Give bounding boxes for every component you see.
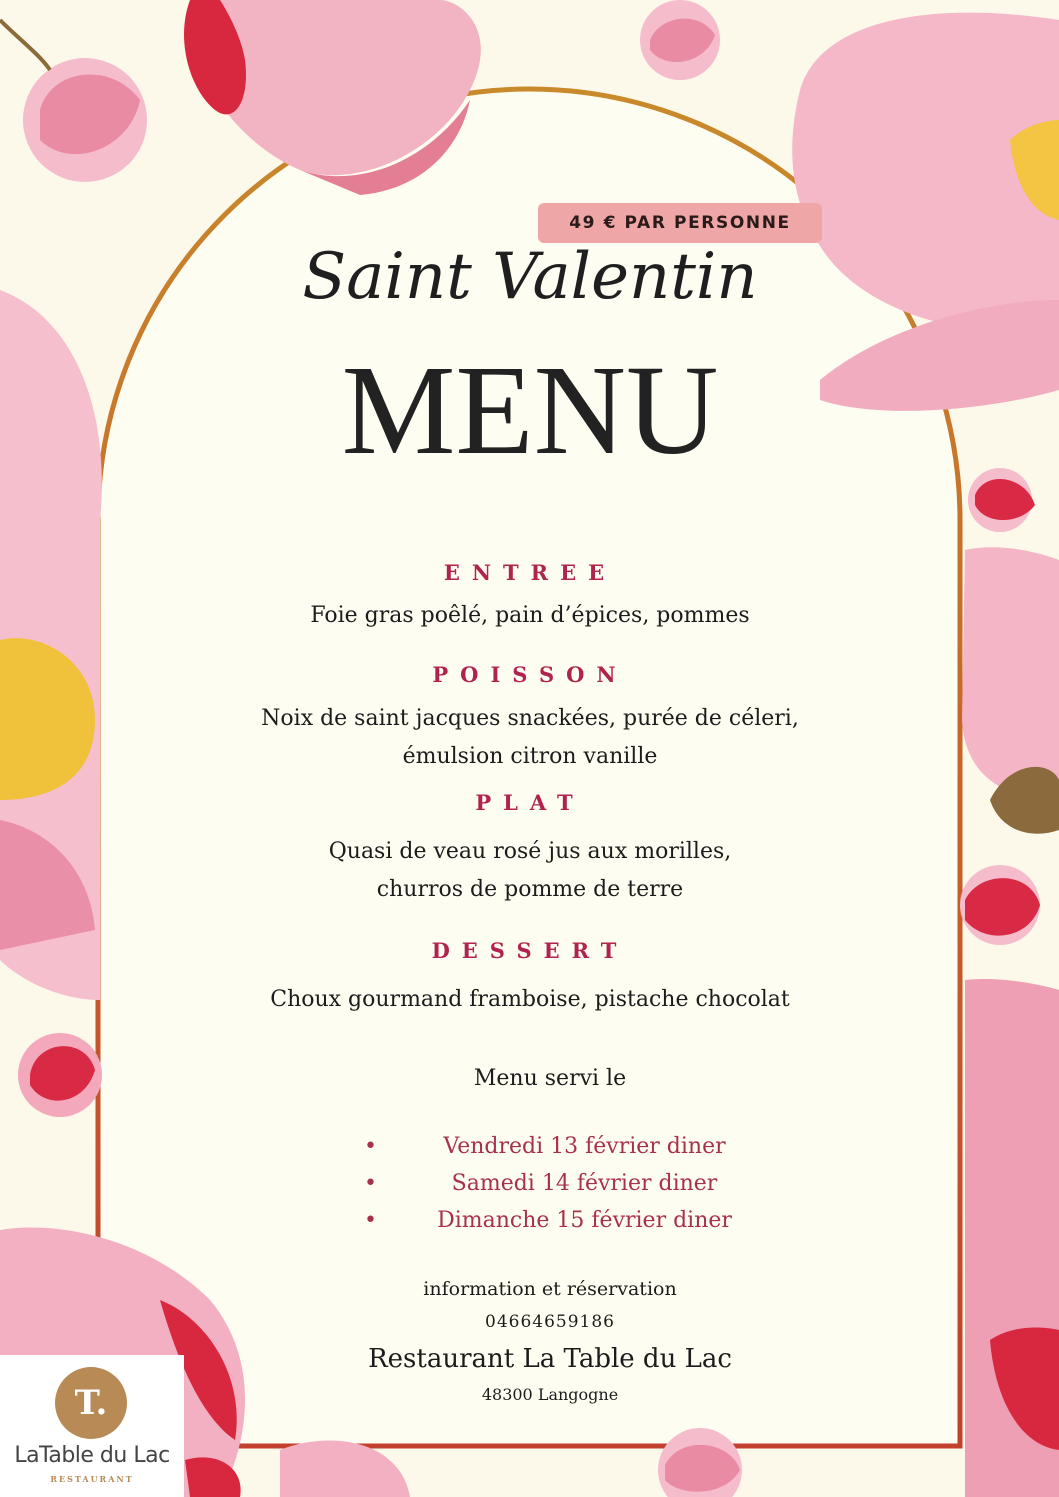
date-item — [360, 1134, 760, 1159]
date-text: Samedi 14 février diner — [451, 1171, 718, 1196]
info-label: information et réservation — [423, 1278, 677, 1300]
course-dessert-line-1: Choux gourmand framboise, pistache chocolat — [270, 987, 790, 1012]
course-plat-line-2: churros de pomme de terre — [376, 877, 684, 902]
flower-left — [0, 290, 102, 1117]
menu-title: MENU — [341, 339, 719, 481]
date-text: Dimanche 15 février diner — [437, 1208, 732, 1233]
served-label: Menu servi le — [473, 1066, 627, 1091]
date-item — [360, 1208, 760, 1233]
date-text: Vendredi 13 février diner — [443, 1134, 726, 1159]
bullet-icon: • — [364, 1134, 377, 1159]
logo-subtitle: RESTAURANT — [50, 1474, 134, 1484]
course-heading-dessert: DESSERT — [431, 938, 629, 963]
course-poisson-line-1: Noix de saint jacques snackées, purée de céleri, — [261, 706, 799, 731]
bullet-icon: • — [364, 1171, 377, 1196]
postcode: 48300 Langogne — [481, 1385, 619, 1404]
course-entree-line-1: Foie gras poêlé, pain d’épices, pommes — [310, 603, 750, 628]
logo-name: LaTable du Lac — [14, 1443, 170, 1468]
restaurant-name: Restaurant La Table du Lac — [368, 1344, 732, 1374]
course-poisson-line-2: émulsion citron vanille — [402, 744, 658, 769]
bullet-icon: • — [364, 1208, 377, 1233]
restaurant-logo — [0, 1355, 184, 1497]
course-heading-entree: ENTREE — [443, 560, 617, 585]
price-badge: 49 € PAR PERSONNE — [538, 203, 822, 243]
logo-mark-icon: T. — [55, 1367, 127, 1439]
phone-number[interactable]: 04664659186 — [485, 1312, 615, 1332]
course-heading-poisson: POISSON — [432, 662, 628, 687]
date-item — [360, 1171, 760, 1196]
course-heading-plat: PLAT — [475, 790, 585, 815]
script-title: Saint Valentin — [302, 240, 758, 314]
course-plat-line-1: Quasi de veau rosé jus aux morilles, — [328, 839, 732, 864]
